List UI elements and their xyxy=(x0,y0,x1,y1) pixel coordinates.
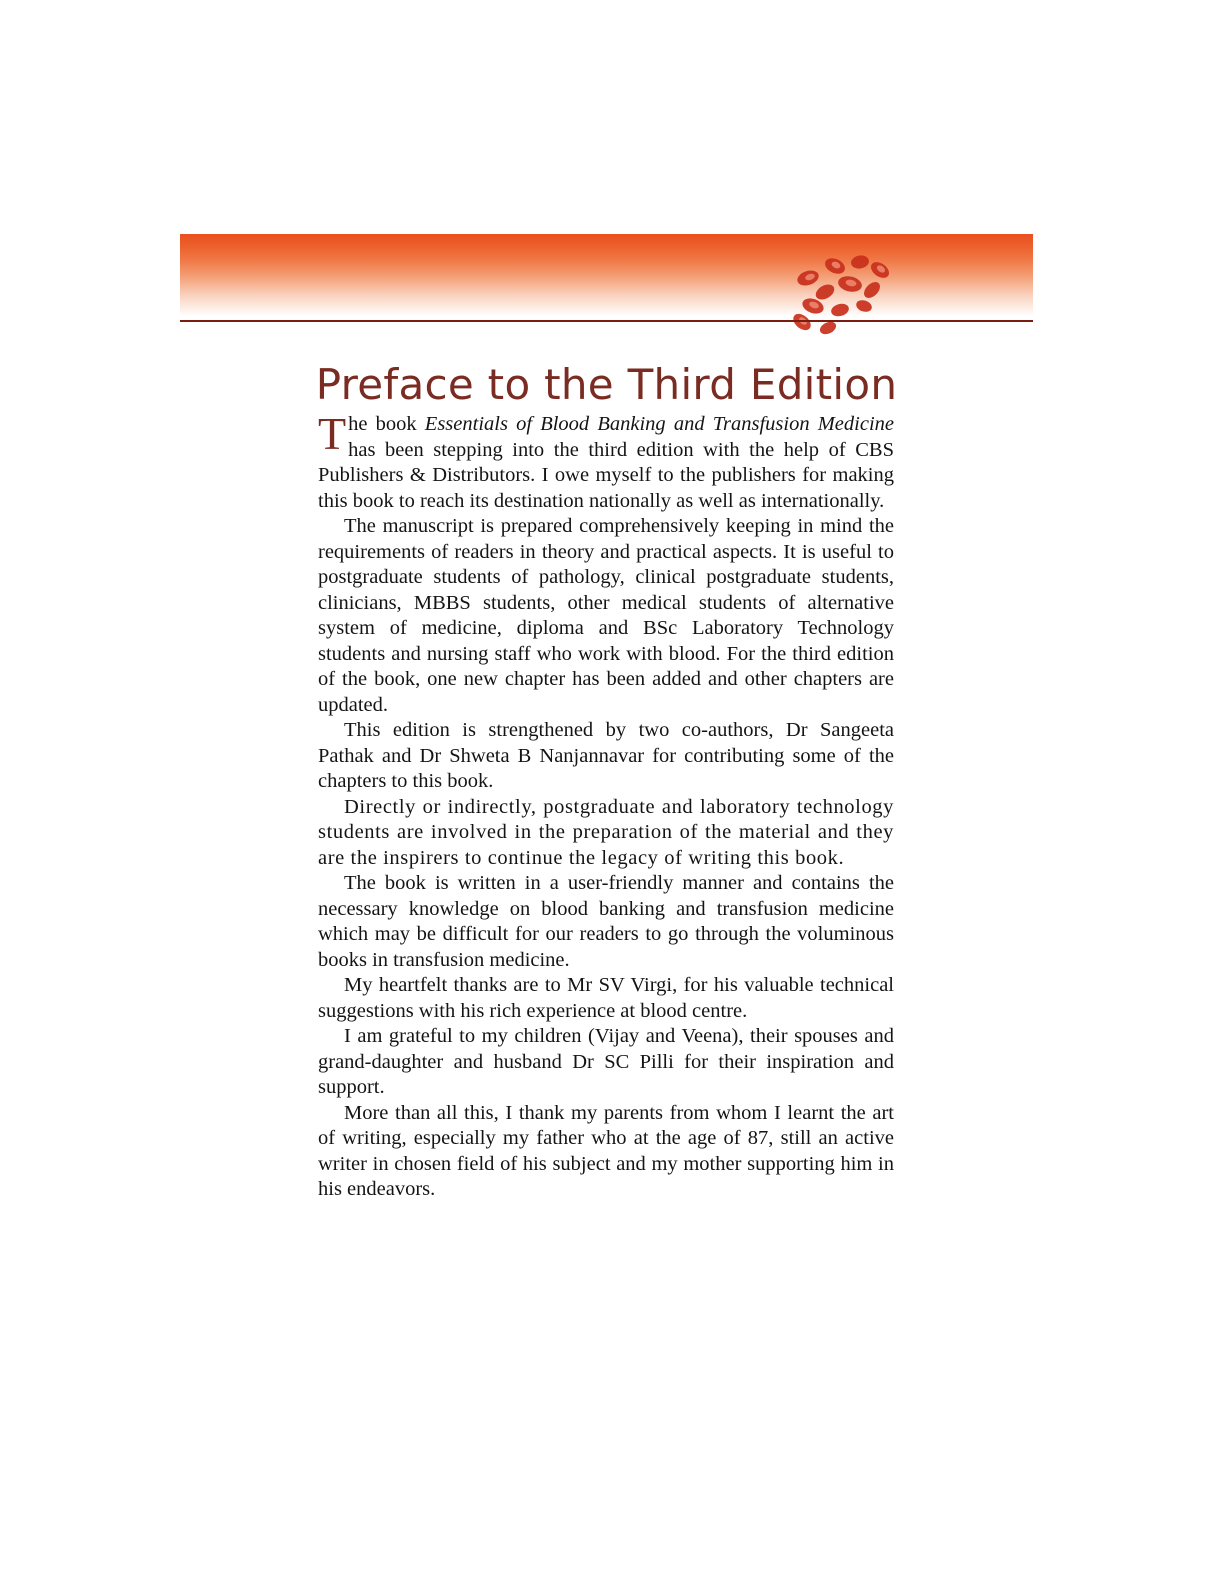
blood-cells-illustration xyxy=(780,244,920,344)
page-title: Preface to the Third Edition xyxy=(315,360,898,410)
paragraph-6: My heartfelt thanks are to Mr SV Virgi, for his valuable technical suggestions with his rich experience at blood centre. xyxy=(318,974,894,1022)
paragraph-2: The manuscript is prepared comprehensively keeping in mind the requirements of readers in theory and practical aspects. It is useful to postgraduate students of pathology, clinical postgraduate students, clinicians, MBBS students, other medical students of alternative system of medicine, diploma and BSc Laboratory Technology students and nursing staff who work with blood. For the third edition of the book, one new chapter has been added and other chapters are updated. xyxy=(318,515,894,716)
paragraph-5: The book is written in a user-friendly manner and contains the necessary knowledge on blood banking and transfusion medicine which may be difficult for our readers to go through the voluminous books in transfusion medicine. xyxy=(318,872,894,971)
banner-rule xyxy=(180,320,1033,322)
paragraph-1 xyxy=(318,408,894,514)
paragraph-3: This edition is strengthened by two co-authors, Dr Sangeeta Pathak and Dr Shweta B Nanjannavar for contributing some of the chapters to this book. xyxy=(318,719,894,792)
paragraph-7: I am grateful to my children (Vijay and Veena), their spouses and grand-daughter and husband Dr SC Pilli for their inspiration and support. xyxy=(318,1025,894,1098)
book-title-italic: Essentials of Blood Banking and Transfusion Medicine xyxy=(424,413,894,435)
drop-cap: T xyxy=(318,408,347,459)
paragraph-1-rest: has been stepping into the third edition with the help of CBS Publishers & Distributors. I owe myself to the publishers for making this book to reach its destination nationally as well as internationally. xyxy=(318,438,894,512)
preface-body xyxy=(318,408,894,1203)
header-banner xyxy=(180,234,1033,324)
paragraph-1-lead: he book xyxy=(348,413,425,435)
paragraph-4: Directly or indirectly, postgraduate and laboratory technology students are involved in the preparation of the material and they are the inspirers to continue the legacy of writing this book. xyxy=(318,795,894,869)
paragraph-8: More than all this, I thank my parents from whom I learnt the art of writing, especially my father who at the age of 87, still an active writer in chosen field of his subject and my mother supporting him in his endeavors. xyxy=(318,1101,894,1200)
